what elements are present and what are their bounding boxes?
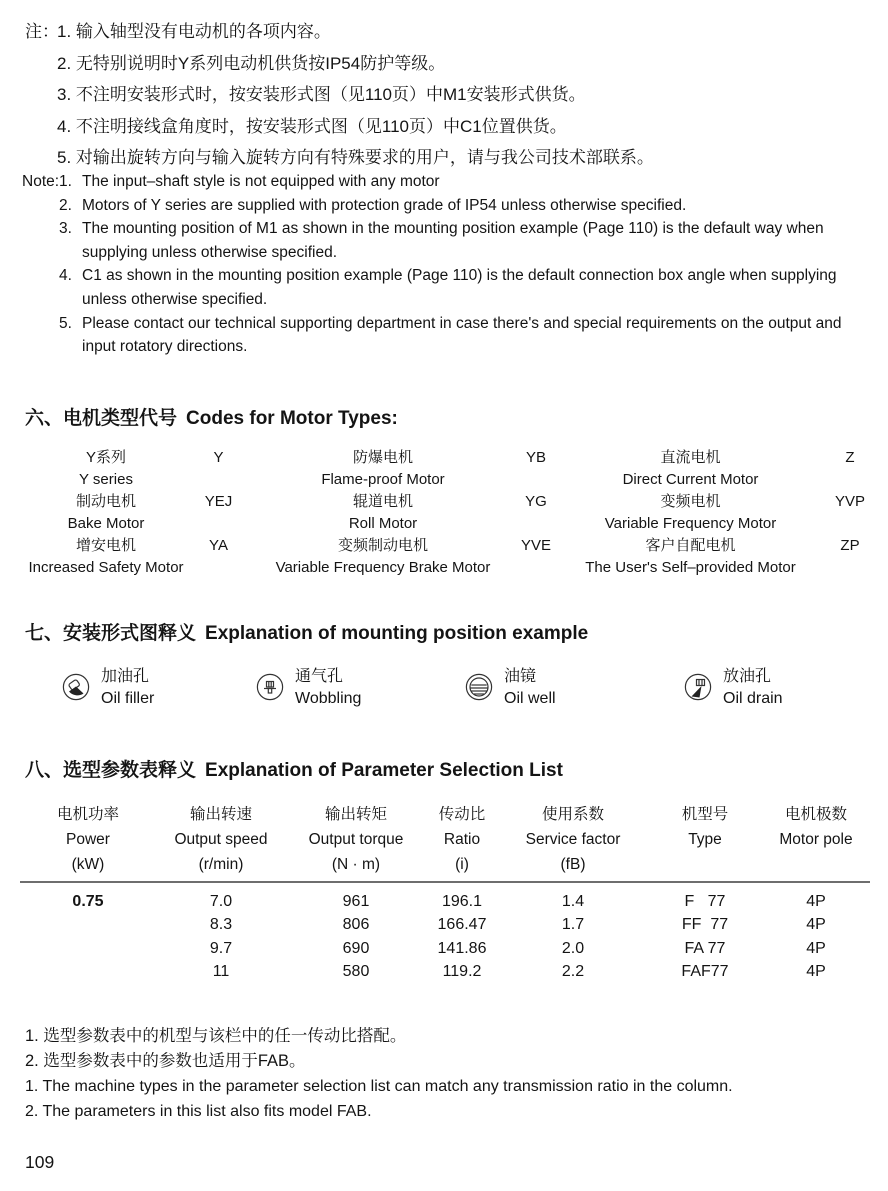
motor-type-en: Bake Motor	[67, 515, 145, 532]
motor-type-cn: 变频电机	[660, 493, 721, 510]
motor-type-name	[245, 447, 521, 491]
col-header-en: Power	[66, 831, 110, 848]
en-note-text: Motors of Y series are supplied with protection grade of IP54 unless otherwise specified.	[82, 196, 687, 214]
service-factor-value: 1.4	[561, 893, 585, 910]
motor-types-table	[20, 447, 870, 579]
column-header	[648, 802, 762, 877]
output-torque-value: 806	[342, 916, 370, 934]
col-header-cn: 电机功率	[56, 806, 119, 823]
type-value: F 77	[684, 893, 726, 910]
motor-type-cn: 制动电机	[75, 493, 136, 510]
motor-type-cn: 增安电机	[75, 537, 136, 554]
mounting-label-en: Wobbling	[295, 690, 362, 707]
motor-types-row	[20, 447, 870, 491]
motor-type-en: Flame-proof Motor	[321, 471, 445, 488]
motor-type-en: Variable Frequency Motor	[604, 515, 777, 532]
col-header-en: Motor pole	[779, 831, 853, 848]
mounting-item-breather	[256, 666, 361, 710]
en-note-indent	[22, 264, 59, 311]
mounting-item-labels	[295, 666, 361, 710]
output-torque-value: 580	[342, 963, 370, 981]
motor-type-en: Roll Motor	[348, 515, 418, 532]
column-header	[156, 802, 286, 877]
motor-types-row	[20, 491, 870, 535]
motor-pole-value: 4P	[806, 963, 826, 981]
motor-type-en: Increased Safety Motor	[28, 559, 184, 576]
output-torque-value: 690	[342, 939, 370, 957]
motor-type-cn: Y系列	[85, 449, 126, 466]
mounting-label-cn: 油镜	[504, 668, 537, 685]
en-note-text: C1 as shown in the mounting position example (Page 110) is the default connection box angle when supplying unless otherwise specified.	[82, 267, 837, 308]
en-note-item	[22, 217, 870, 264]
motor-type-name	[245, 491, 521, 535]
col-header-en: Output speed	[174, 831, 268, 848]
motor-type-code: YG	[525, 493, 547, 510]
col-header-unit: (kW)	[71, 856, 105, 873]
en-notes-label: Note:	[22, 173, 60, 190]
col-header-cn: 输出转速	[189, 806, 252, 823]
parameter-table-header	[20, 802, 870, 883]
ratio-value: 119.2	[442, 963, 482, 981]
column-header	[762, 802, 870, 877]
mounting-item-labels	[504, 666, 556, 710]
type-value: FF 77	[681, 916, 729, 934]
en-note-text: The input–shaft style is not equipped with any motor	[82, 173, 440, 190]
motor-types-row	[20, 535, 870, 579]
motor-type-en: Variable Frequency Brake Motor	[275, 559, 491, 576]
footer-notes	[25, 1024, 868, 1124]
mounting-label-cn: 放油孔	[723, 668, 772, 685]
motor-type-cn: 直流电机	[660, 449, 721, 466]
motor-type-name	[551, 535, 830, 579]
motor-type-name	[551, 491, 830, 535]
en-note-number: 1.	[59, 173, 72, 190]
motor-type-en: The User's Self–provided Motor	[585, 559, 796, 576]
column-header	[498, 802, 648, 877]
heading-cn: 七、安装形式图释义	[25, 623, 197, 644]
ratio-value: 166.47	[437, 916, 487, 934]
column-header	[426, 802, 498, 877]
mounting-label-cn: 加油孔	[101, 668, 150, 685]
col-header-en: Output torque	[308, 831, 404, 848]
service-factor-value: 1.7	[561, 916, 585, 934]
en-note-text: Please contact our technical supporting department in case there's and special requirements on the output and input rotatory directions.	[82, 314, 842, 356]
table-row	[20, 937, 870, 960]
notes-cn-label: 注：	[25, 22, 59, 41]
motor-type-name	[20, 447, 192, 491]
section-parameters-heading	[25, 758, 563, 784]
page-number: 109	[25, 1152, 55, 1172]
en-note-number: 3.	[59, 220, 72, 238]
breather-icon	[256, 673, 284, 701]
motor-type-cn: 防爆电机	[352, 449, 413, 466]
oil-sight-glass-icon	[465, 673, 493, 701]
motor-type-cn: 辊道电机	[352, 493, 413, 510]
en-note-indent	[22, 194, 59, 218]
motor-type-code: ZP	[840, 537, 860, 554]
en-note-indent	[22, 217, 59, 264]
motor-type-code: YVP	[834, 493, 865, 510]
output-speed-value: 11	[212, 963, 230, 981]
col-header-unit: (fB)	[560, 856, 586, 873]
heading-en: Codes for Motor Types:	[186, 408, 398, 429]
motor-pole-value: 4P	[806, 916, 826, 934]
service-factor-value: 2.0	[561, 939, 585, 957]
footer-note-en: 2. The parameters in this list also fits model FAB.	[25, 1103, 372, 1120]
column-header	[286, 802, 426, 877]
col-header-cn: 使用系数	[541, 806, 604, 823]
service-factor-value: 2.2	[561, 963, 585, 981]
motor-type-cn: 变频制动电机	[337, 537, 428, 554]
footer-note-cn: 2. 选型参数表中的参数也适用于FAB。	[25, 1052, 306, 1070]
col-header-en: Ratio	[443, 831, 481, 848]
parameter-table	[20, 802, 870, 984]
col-header-cn: 机型号	[681, 806, 729, 823]
output-speed-value: 9.7	[209, 939, 233, 957]
motor-pole-value: 4P	[806, 939, 826, 957]
motor-type-cn: 客户自配电机	[645, 537, 736, 554]
mounting-label-en: Oil drain	[723, 690, 783, 707]
mounting-label-en: Oil well	[504, 690, 556, 707]
ratio-value: 196.1	[441, 893, 483, 910]
table-row	[20, 913, 870, 936]
mounting-legend	[0, 666, 888, 716]
mounting-label-en: Oil filler	[101, 690, 155, 707]
motor-type-en: Direct Current Motor	[622, 471, 759, 488]
en-note-item	[22, 312, 870, 359]
mounting-item-oil-sight	[465, 666, 556, 710]
output-speed-value: 7.0	[209, 893, 233, 910]
motor-type-code: Y	[213, 449, 224, 466]
cn-note-line: 4. 不注明接线盒角度时，按安装形式图（见110页）中C1位置供货。	[57, 116, 567, 136]
motor-type-name	[20, 535, 192, 579]
oil-filler-icon	[62, 673, 90, 701]
motor-type-name	[551, 447, 830, 491]
en-note-number: 4.	[59, 267, 72, 285]
mounting-item-oil-drain	[684, 666, 783, 710]
en-note-item	[22, 264, 870, 311]
notes-english	[22, 170, 870, 359]
motor-type-en: Y series	[79, 471, 133, 488]
col-header-unit: (N · m)	[331, 856, 381, 873]
motor-type-code: YA	[209, 537, 228, 554]
notes-chinese	[25, 16, 868, 174]
mounting-item-labels	[723, 666, 783, 710]
col-header-unit: (i)	[455, 856, 469, 873]
motor-type-code: YB	[525, 449, 546, 466]
section-mounting-heading	[25, 621, 588, 647]
col-header-en: Service factor	[525, 831, 621, 848]
motor-type-name	[245, 535, 521, 579]
ratio-value: 141.86	[437, 939, 487, 957]
column-header	[20, 802, 156, 877]
en-note-text: The mounting position of M1 as shown in the mounting position example (Page 110) is the default way when supplying unless otherwise specified.	[82, 220, 824, 261]
en-note-item	[22, 170, 870, 194]
heading-en: Explanation of mounting position example	[205, 623, 589, 644]
parameter-table-body	[20, 890, 870, 984]
col-header-cn: 输出转矩	[324, 806, 387, 823]
type-value: FA 77	[684, 939, 726, 957]
footer-note-en: 1. The machine types in the parameter selection list can match any transmission ratio in the column.	[25, 1078, 733, 1095]
heading-cn: 六、电机类型代号	[25, 408, 178, 429]
footer-note-cn: 1. 选型参数表中的机型与该栏中的任一传动比搭配。	[25, 1027, 407, 1045]
col-header-cn: 电机极数	[784, 806, 847, 823]
mounting-item-oil-filler	[62, 666, 154, 710]
en-note-item	[22, 194, 870, 218]
output-torque-value: 961	[342, 893, 370, 910]
heading-en: Explanation of Parameter Selection List	[205, 760, 563, 781]
heading-cn: 八、选型参数表释义	[25, 760, 197, 781]
power-value	[20, 960, 156, 983]
section-motor-codes-heading	[25, 406, 398, 432]
table-row	[20, 960, 870, 983]
motor-type-code: YEJ	[204, 493, 233, 510]
en-note-number: 2.	[59, 196, 72, 214]
cn-note-line: 3. 不注明安装形式时，按安装形式图（见110页）中M1安装形式供货。	[57, 85, 586, 104]
col-header-cn: 传动比	[438, 806, 486, 823]
mounting-label-cn: 通气孔	[295, 668, 344, 685]
power-value: 0.75	[72, 893, 104, 910]
type-value: FAF77	[681, 963, 729, 981]
power-value	[20, 913, 156, 936]
table-row	[20, 890, 870, 913]
col-header-en: Type	[688, 831, 722, 848]
output-speed-value: 8.3	[209, 916, 233, 934]
cn-note-line: 2. 无特别说明时Y系列电动机供货按IP54防护等级。	[57, 53, 446, 73]
cn-note-line: 1. 输入轴型没有电动机的各项内容。	[57, 22, 331, 41]
motor-type-name	[20, 491, 192, 535]
motor-pole-value: 4P	[806, 893, 826, 910]
en-note-number: 5.	[59, 314, 72, 332]
en-note-indent	[22, 312, 59, 359]
motor-type-code: Z	[845, 449, 855, 466]
col-header-unit: (r/min)	[198, 856, 244, 873]
oil-drain-icon	[684, 673, 712, 701]
motor-type-code: YVE	[521, 537, 552, 554]
mounting-item-labels	[101, 666, 154, 710]
cn-note-line: 5. 对输出旋转方向与输入旋转方向有特殊要求的用户，请与我公司技术部联系。	[57, 148, 654, 167]
power-value	[20, 937, 156, 960]
